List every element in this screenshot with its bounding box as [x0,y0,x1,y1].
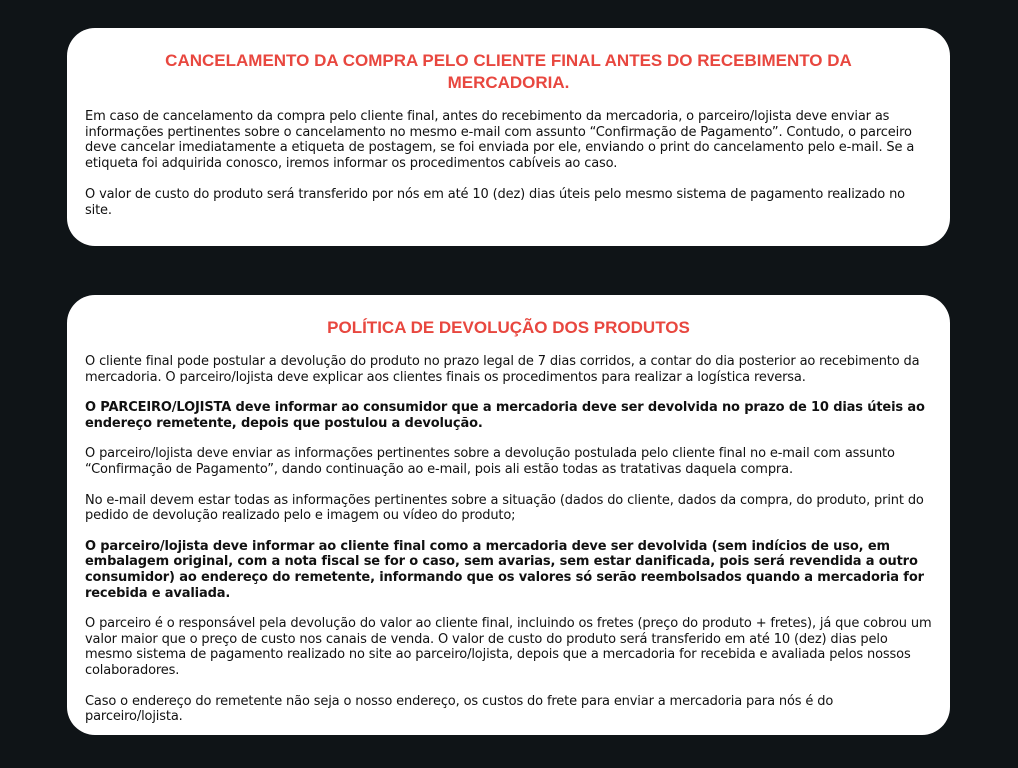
cancellation-card [67,28,950,246]
return-policy-paragraph-6: O parceiro é o responsável pela devolução do valor ao cliente final, incluindo os fretes (preço do produto + fretes), já que cobrou um valor maior que o preço de custo nos canais de venda. O valor de custo do produto será transferido em até 10 (dez) dias pelo mesmo sistema de pagamento realizado no site ao parceiro/lojista, depois que a mercadoria for recebida e avaliada pelos nossos colaboradores. [85,616,932,678]
cancellation-title: CANCELAMENTO DA COMPRA PELO CLIENTE FINAL ANTES DO RECEBIMENTO DA MERCADORIA. [165,51,852,92]
return-policy-paragraph-1: O cliente final pode postular a devolução do produto no prazo legal de 7 dias corridos, a contar do dia posterior ao recebimento da mercadoria. O parceiro/lojista deve explicar aos clientes finais os procedimentos para realizar a logística reversa. [85,354,920,385]
return-policy-title: POLÍTICA DE DEVOLUÇÃO DOS PRODUTOS [327,318,690,337]
return-policy-paragraph-4: No e-mail devem estar todas as informações pertinentes sobre a situação (dados do cliente, dados da compra, do produto, print do pedido de devolução realizado pelo e imagem ou vídeo do produto; [85,492,924,524]
return-policy-paragraph-7: Caso o endereço do remetente não seja o nosso endereço, os custos do frete para enviar a mercadoria para nós é do parceiro/lojista. [85,693,834,725]
cancellation-paragraph-1: Em caso de cancelamento da compra pelo cliente final, antes do recebimento da mercadoria, o parceiro/lojista deve enviar as informações pertinentes sobre o cancelamento no mesmo e-mail com assunto “Confirmação de Pagamento”. Contudo, o parceiro deve cancelar imediatamente a etiqueta de postagem, se foi enviada por ele, enviando o print do cancelamento pelo e-mail. Se a etiqueta foi adquirida conosco, iremos informar os procedimentos cabíveis ao caso. [85,109,915,171]
return-policy-card [67,295,950,735]
cancellation-paragraph-2: O valor de custo do produto será transferido por nós em até 10 (dez) dias úteis pelo mesmo sistema de pagamento realizado no site. [85,187,905,218]
return-policy-paragraph-5: O parceiro/lojista deve informar ao cliente final como a mercadoria deve ser devolvida (sem indícios de uso, em embalagem original, com a nota fiscal se for o caso, sem avarias, sem estar danificada, pois será revendida a outro consumidor) ao endereço do remetente, informando que os valores só serão reembolsados quando a mercadoria for recebida e avaliada. [85,538,924,601]
return-policy-paragraph-3: O parceiro/lojista deve enviar as informações pertinentes sobre a devolução postulada pelo cliente final no e-mail com assunto “Confirmação de Pagamento”, dando continuação ao e-mail, pois ali estão todas as tratativas daquela compra. [85,446,895,477]
return-policy-paragraph-2: O PARCEIRO/LOJISTA deve informar ao consumidor que a mercadoria deve ser devolvida no prazo de 10 dias úteis ao endereço remetente, depois que postulou a devolução. [85,400,925,431]
